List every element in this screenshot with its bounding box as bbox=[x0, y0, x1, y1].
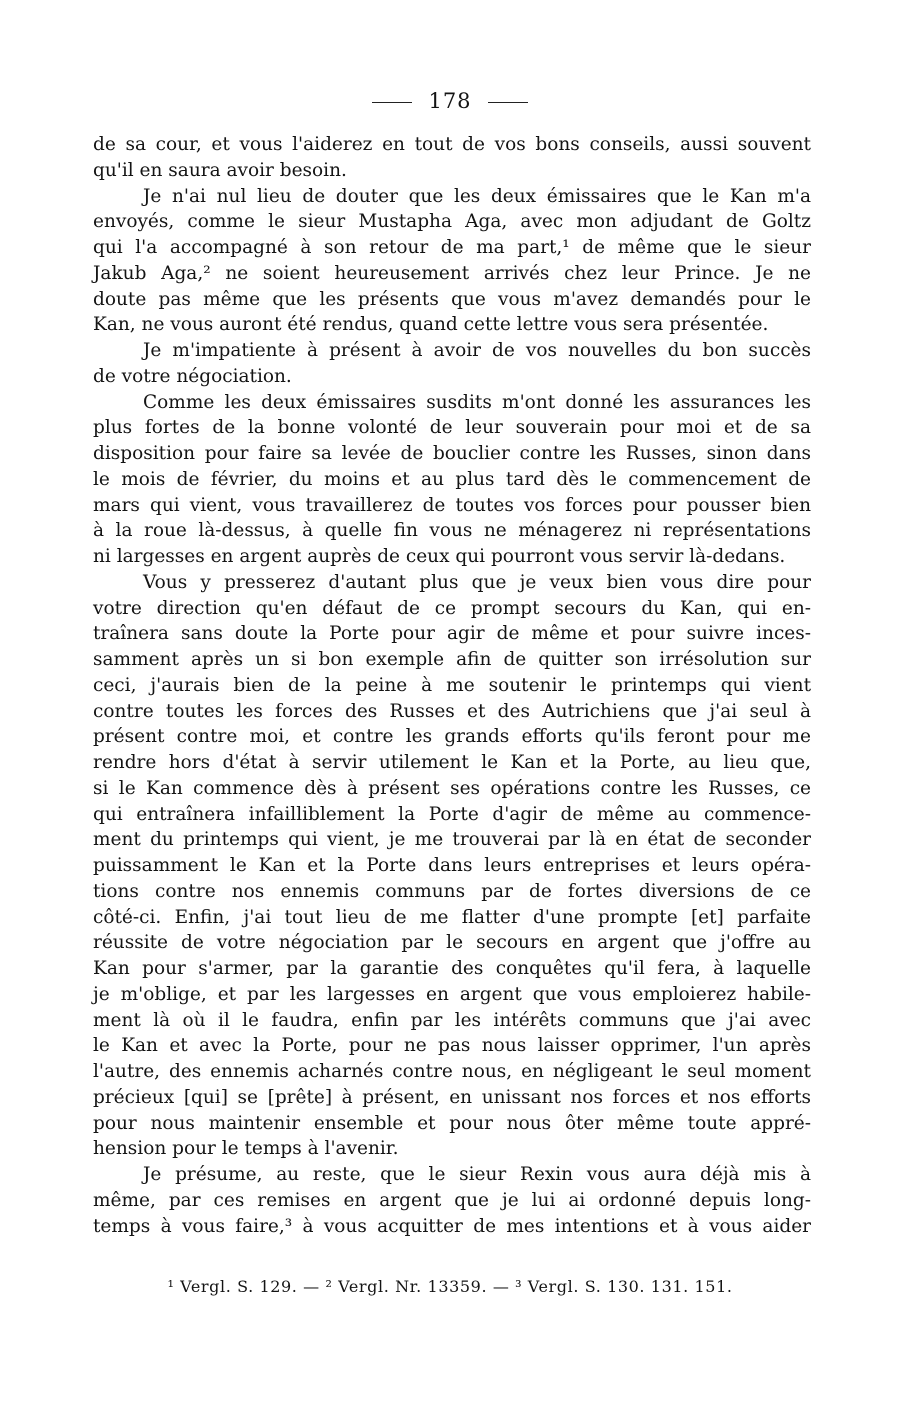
text-line: Jakub Aga,² ne soient heureusement arrivés chez leur Prince. Je ne bbox=[93, 262, 811, 284]
text-line: traînera sans doute la Porte pour agir de même et pour suivre inces- bbox=[93, 623, 811, 645]
text-line: ment du printemps qui vient, je me trouverai par là en état de seconder bbox=[93, 829, 811, 851]
text-line: ni largesses en argent auprès de ceux qui pourront vous servir là-dedans. bbox=[93, 546, 786, 567]
page-number: 178 bbox=[428, 89, 472, 113]
text-line: tions contre nos ennemis communs par de fortes diversions de ce bbox=[93, 880, 811, 902]
text-line: Je m'impatiente à présent à avoir de vos nouvelles du bon succès bbox=[143, 340, 811, 361]
text-line: disposition pour faire sa levée de bouclier contre les Russes, sinon dans bbox=[93, 443, 811, 464]
text-line: précieux [qui] se [prête] à présent, en unissant nos forces et nos efforts bbox=[93, 1086, 811, 1108]
text-line: ment là où il le faudra, enfin par les intérêts communs que j'ai avec bbox=[93, 1009, 811, 1031]
text-line: votre direction qu'en défaut de ce prompt secours du Kan, qui en- bbox=[93, 597, 811, 619]
text-line: de sa cour, et vous l'aiderez en tout de vos bons conseils, aussi souvent bbox=[93, 134, 811, 155]
text-line: puissamment le Kan et la Porte dans leurs entreprises et leurs opéra- bbox=[93, 855, 811, 876]
text-line: si le Kan commence dès à présent ses opérations contre les Russes, ce bbox=[93, 777, 811, 799]
text-line: même, par ces remises en argent que je lui ai ordonné depuis long- bbox=[93, 1189, 811, 1211]
text-line: Kan pour s'armer, par la garantie des conquêtes qu'il fera, à laquelle bbox=[93, 958, 811, 979]
text-line: hension pour le temps à l'avenir. bbox=[93, 1138, 399, 1160]
text-line: je m'oblige, et par les largesses en argent que vous emploierez habile- bbox=[93, 983, 811, 1005]
text-line: Je n'ai nul lieu de douter que les deux émissaires que le Kan m'a bbox=[143, 185, 811, 207]
header-rule-right bbox=[488, 102, 528, 103]
text-line: contre toutes les forces des Russes et des Autrichiens que j'ai seul à bbox=[93, 700, 811, 722]
text-line: doute pas même que les présents que vous m'avez demandés pour le bbox=[93, 288, 811, 310]
text-line: qui entraînera infailliblement la Porte d'agir de même au commence- bbox=[93, 803, 811, 825]
text-line: ceci, j'aurais bien de la peine à me soutenir le printemps qui vient bbox=[93, 674, 811, 696]
text-line: côté-ci. Enfin, j'ai tout lieu de me flatter d'une prompte [et] parfaite bbox=[93, 906, 811, 928]
page-header bbox=[0, 88, 900, 114]
text-line: Je présume, au reste, que le sieur Rexin vous aura déjà mis à bbox=[143, 1164, 811, 1185]
text-line: Vous y presserez d'autant plus que je veux bien vous dire pour bbox=[143, 571, 811, 593]
text-line: le Kan et avec la Porte, pour ne pas nous laisser opprimer, l'un après bbox=[93, 1035, 811, 1057]
text-line: l'autre, des ennemis acharnés contre nous, en négligeant le seul moment bbox=[93, 1061, 811, 1082]
text-line: samment après un si bon exemple afin de quitter son irrésolution sur bbox=[93, 649, 811, 670]
text-line: rendre hors d'état à servir utilement le Kan et la Porte, au lieu que, bbox=[93, 752, 811, 773]
text-line: de votre négociation. bbox=[93, 365, 292, 387]
header-rule-left bbox=[372, 102, 412, 103]
text-line: Comme les deux émissaires susdits m'ont donné les assurances les bbox=[143, 391, 811, 413]
letter-body bbox=[93, 132, 811, 1239]
text-line: pour nous maintenir ensemble et pour nous ôter même toute appré- bbox=[93, 1112, 811, 1134]
text-line: présent contre moi, et contre les grands efforts qu'ils feront pour me bbox=[93, 726, 811, 748]
text-line: envoyés, comme le sieur Mustapha Aga, avec mon adjudant de Goltz bbox=[93, 211, 811, 233]
text-line: qui l'a accompagné à son retour de ma part,¹ de même que le sieur bbox=[93, 237, 811, 258]
text-line: à la roue là-dessus, à quelle fin vous ne ménagerez ni représentations bbox=[93, 520, 811, 542]
footnotes: ¹ Vergl. S. 129. — ² Vergl. Nr. 13359. — ³ Vergl. S. 130. 131. 151. bbox=[167, 1277, 733, 1296]
text-line: mars qui vient, vous travaillerez de toutes vos forces pour pousser bien bbox=[93, 494, 811, 516]
text-line: Kan, ne vous auront été rendus, quand cette lettre vous sera présentée. bbox=[93, 314, 769, 336]
text-line: qu'il en saura avoir besoin. bbox=[93, 159, 347, 181]
text-line: temps à vous faire,³ à vous acquitter de mes intentions et à vous aider bbox=[93, 1215, 811, 1237]
text-line: réussite de votre négociation par le secours en argent que j'offre au bbox=[93, 932, 811, 954]
text-line: plus fortes de la bonne volonté de leur souverain pour moi et de sa bbox=[93, 417, 811, 439]
text-line: le mois de février, du moins et au plus tard dès le commencement de bbox=[93, 468, 811, 490]
